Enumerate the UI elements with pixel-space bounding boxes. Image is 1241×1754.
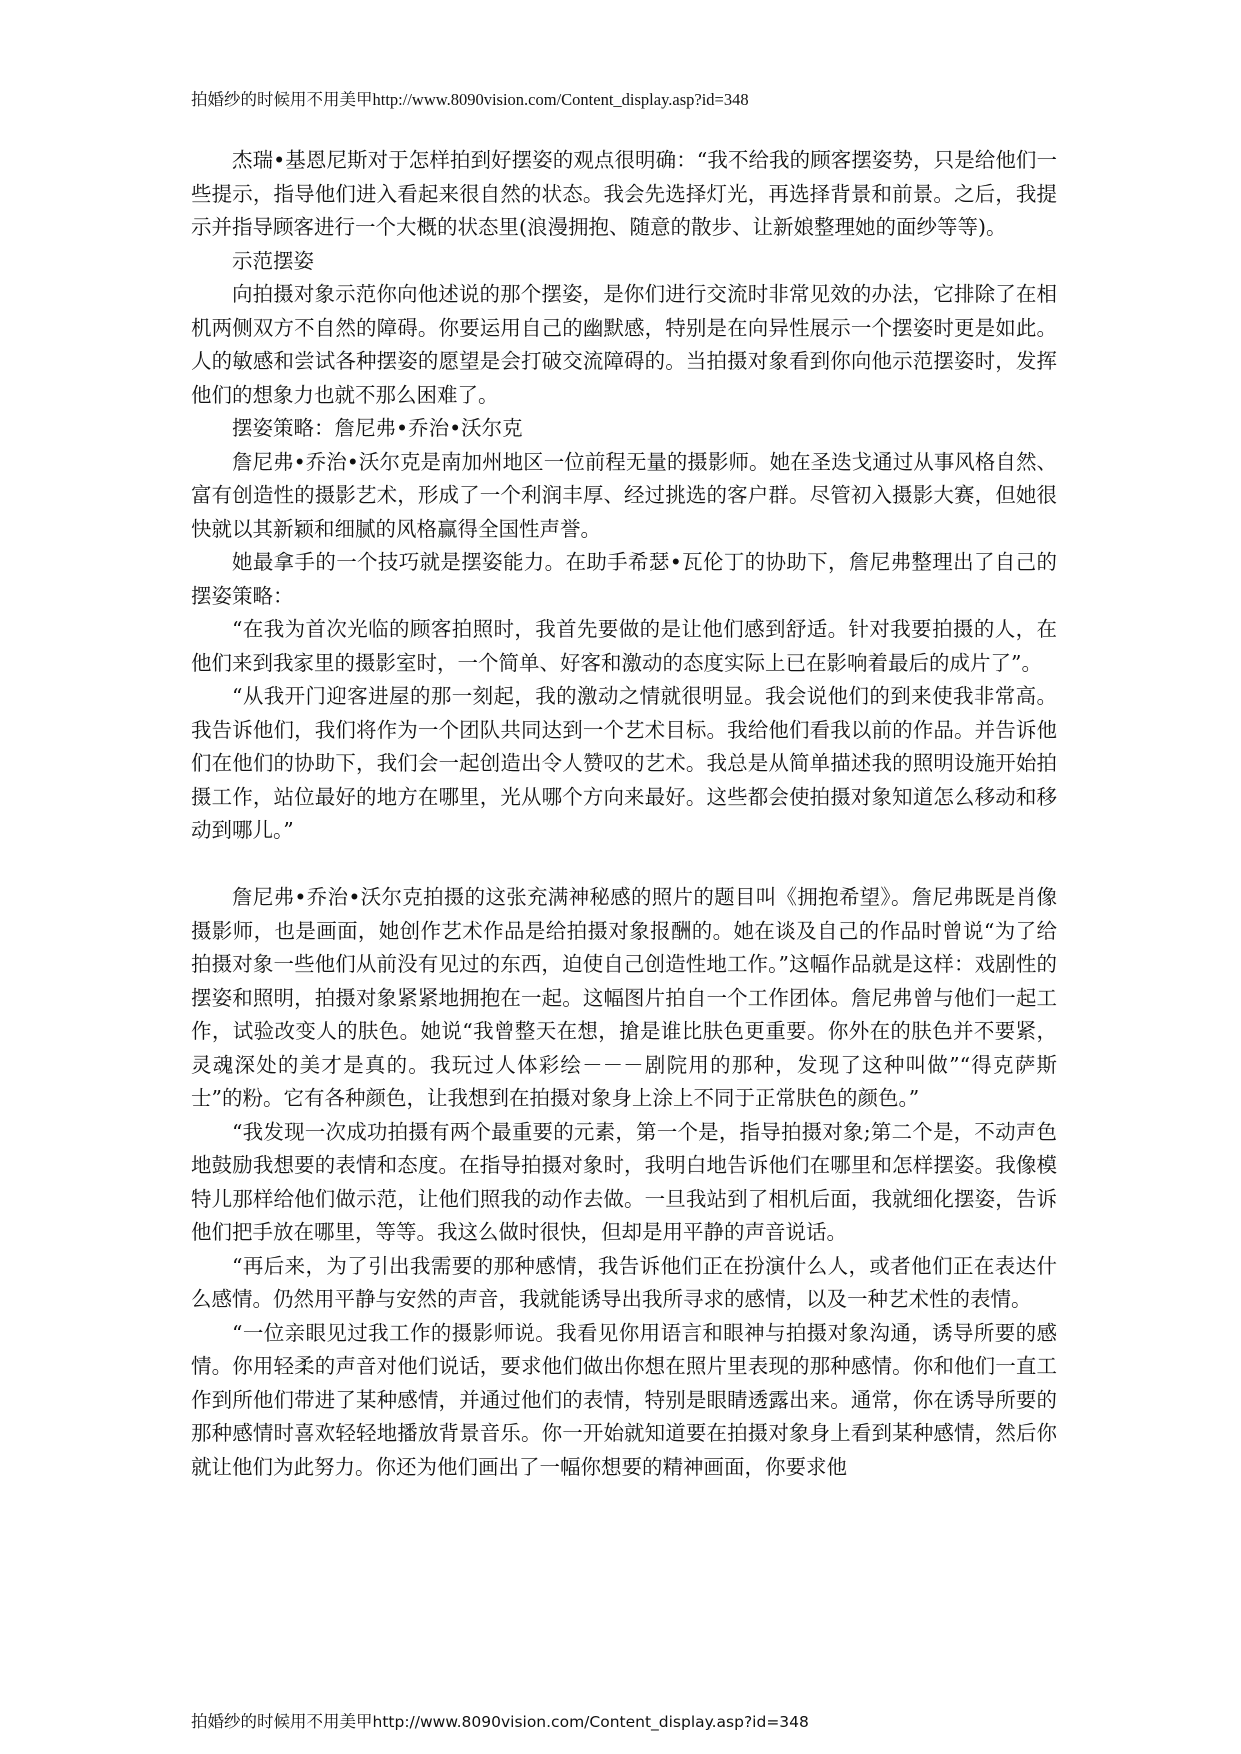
- footer-title: 拍婚纱的时候用不用美甲: [191, 1712, 373, 1731]
- paragraph: 詹尼弗•乔治•沃尔克是南加州地区一位前程无量的摄影师。她在圣迭戈通过从事风格自然、富有创造性的摄影艺术，形成了一个利润丰厚、经过挑选的客户群。尽管初入摄影大赛，但她很快就以其新颖和细腻的风格赢得全国性声誉。: [191, 449, 1057, 541]
- footer-url[interactable]: http://www.8090vision.com/Content_display.asp?id=348: [372, 1713, 809, 1731]
- paragraph: “从我开门迎客进屋的那一刻起，我的激动之情就很明显。我会说他们的到来使我非常高。我告诉他们，我们将作为一个团队共同达到一个艺术目标。我给他们看我以前的作品。并告诉他们在他们的协助下，我们会一起创造出令人赞叹的艺术。我总是从简单描述我的照明设施开始拍摄工作，站位最好的地方在哪里，光从哪个方向来最好。这些都会使拍摄对象知道怎么移动和移动到哪儿。”: [191, 684, 1057, 842]
- page-footer: [191, 1710, 809, 1734]
- header-title: 拍婚纱的时候用不用美甲: [191, 90, 373, 109]
- paragraph: “再后来，为了引出我需要的那种感情，我告诉他们正在扮演什么人，或者他们正在表达什么感情。仍然用平静与安然的声音，我就能诱导出我所寻求的感情，以及一种艺术性的表情。: [191, 1253, 1057, 1311]
- header-url[interactable]: http://www.8090vision.com/Content_display.asp?id=348: [372, 90, 749, 109]
- paragraph: 她最拿手的一个技巧就是摆姿能力。在助手希瑟•瓦伦丁的协助下，詹尼弗整理出了自己的摆姿策略：: [191, 550, 1057, 608]
- paragraph: “在我为首次光临的顾客拍照时，我首先要做的是让他们感到舒适。针对我要拍摄的人，在他们来到我家里的摄影室时，一个简单、好客和激动的态度实际上已在影响着最后的成片了”。: [191, 617, 1057, 675]
- page-header: [191, 88, 749, 112]
- section-heading: 示范摆姿: [232, 248, 314, 273]
- paragraph: 杰瑞•基恩尼斯对于怎样拍到好摆姿的观点很明确：“我不给我的顾客摆姿势，只是给他们一些提示，指导他们进入看起来很自然的状态。我会先选择灯光，再选择背景和前景。之后，我提示并指导顾客进行一个大概的状态里(浪漫拥抱、随意的散步、让新娘整理她的面纱等等)。: [191, 148, 1057, 239]
- paragraph: 詹尼弗•乔治•沃尔克拍摄的这张充满神秘感的照片的题目叫《拥抱希望》。詹尼弗既是肖像摄影师，也是画面，她创作艺术作品是给拍摄对象报酬的。她在谈及自己的作品时曾说“为了给拍摄对象一些他们从前没有见过的东西，迫使自己创造性地工作。”这幅作品就是这样：戏剧性的摆姿和照明，拍摄对象紧紧地拥抱在一起。这幅图片拍自一个工作团体。詹尼弗曾与他们一起工作，试验改变人的肤色。她说“我曾整天在想，搶是谁比肤色更重要。你外在的肤色并不要紧，灵魂深处的美才是真的。我玩过人体彩绘－－－剧院用的那种，发现了这种叫做”“得克萨斯士”的粉。它有各种颜色，让我想到在拍摄对象身上涂上不同于正常肤色的颜色。”: [191, 885, 1057, 1110]
- section-heading: 摆姿策略：詹尼弗•乔治•沃尔克: [232, 416, 523, 440]
- article-body: [191, 144, 1057, 1484]
- paragraph: “一位亲眼见过我工作的摄影师说。我看见你用语言和眼神与拍摄对象沟通，诱导所要的感情。你用轻柔的声音对他们说话，要求他们做出你想在照片里表现的那种感情。你和他们一直工作到所他们带进了某种感情，并通过他们的表情，特别是眼睛透露出来。通常，你在诱导所要的那种感情时喜欢轻轻地播放背景音乐。你一开始就知道要在拍摄对象身上看到某种感情，然后你就让他们为此努力。你还为他们画出了一幅你想要的精神画面，你要求他: [191, 1320, 1057, 1479]
- paragraph: 向拍摄对象示范你向他述说的那个摆姿，是你们进行交流时非常见效的办法，它排除了在相机两侧双方不自然的障碍。你要运用自己的幽默感，特别是在向异性展示一个摆姿时更是如此。人的敏感和尝试各种摆姿的愿望是会打破交流障碍的。当拍摄对象看到你向他示范摆姿时，发挥他们的想象力也就不那么困难了。: [191, 282, 1057, 407]
- paragraph: “我发现一次成功拍摄有两个最重要的元素，第一个是，指导拍摄对象;第二个是，不动声色地鼓励我想要的表情和态度。在指导拍摄对象时，我明白地告诉他们在哪里和怎样摆姿。我像模特儿那样给他们做示范，让他们照我的动作去做。一旦我站到了相机后面，我就细化摆姿，告诉他们把手放在哪里，等等。我这么做时很快，但却是用平静的声音说话。: [191, 1119, 1057, 1244]
